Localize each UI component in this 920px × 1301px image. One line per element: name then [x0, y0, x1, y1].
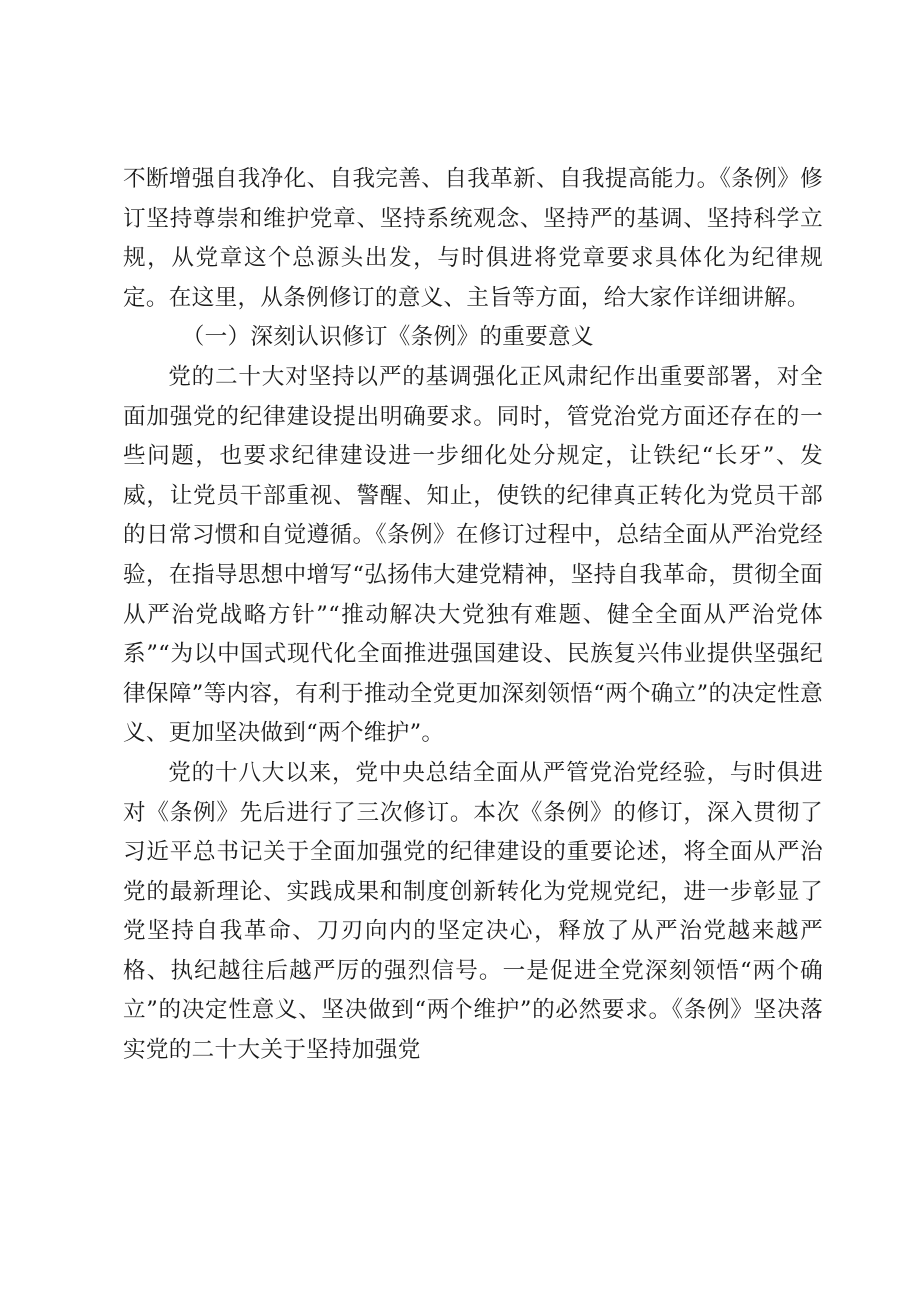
- paragraph-continued: 不断增强自我净化、自我完善、自我革新、自我提高能力。《条例》修订坚持尊崇和维护党章、坚持系统观念、坚持严的基调、坚持科学立规，从党章这个总源头出发，与时俱进将党章要求具体化为纪律规定。在这里，从条例修订的意义、主旨等方面，给大家作详细讲解。: [123, 166, 823, 311]
- section-heading: （一）深刻认识修订《条例》的重要意义: [181, 324, 594, 351]
- paragraph-revision-history: 党的十八大以来，党中央总结全面从严管党治党经验，与时俱进对《条例》先后进行了三次修订。本次《条例》的修订，深入贯彻了习近平总书记关于全面加强党的纪律建设的重要论述，将全面从严治党的最新理论、实践成果和制度创新转化为党规党纪，进一步彰显了党坚持自我革命、刀刃向内的坚定决心，释放了从严治党越来越严格、执纪越往后越严厉的强烈信号。一是促进全党深刻领悟“两个确立”的决定性意义、坚决做到“两个维护”的必然要求。《条例》坚决落实党的二十大关于坚持加强党: [123, 759, 823, 1064]
- document-body: [123, 160, 823, 1071]
- paragraph-significance: 党的二十大对坚持以严的基调强化正风肃纪作出重要部署，对全面加强党的纪律建设提出明确要求。同时，管党治党方面还存在的一些问题，也要求纪律建设进一步细化处分规定，让铁纪“长牙”、发威，让党员干部重视、警醒、知止，使铁的纪律真正转化为党员干部的日常习惯和自觉遵循。《条例》在修订过程中，总结全面从严治党经验，在指导思想中增写“弘扬伟大建党精神，坚持自我革命，贯彻全面从严治党战略方针”“推动解决大党独有难题、健全全面从严治党体系”“为以中国式现代化全面推进强国建设、民族复兴伟业提供坚强纪律保障”等内容，有利于推动全党更加深刻领悟“两个确立”的决定性意义、更加坚决做到“两个维护”。: [123, 363, 823, 747]
